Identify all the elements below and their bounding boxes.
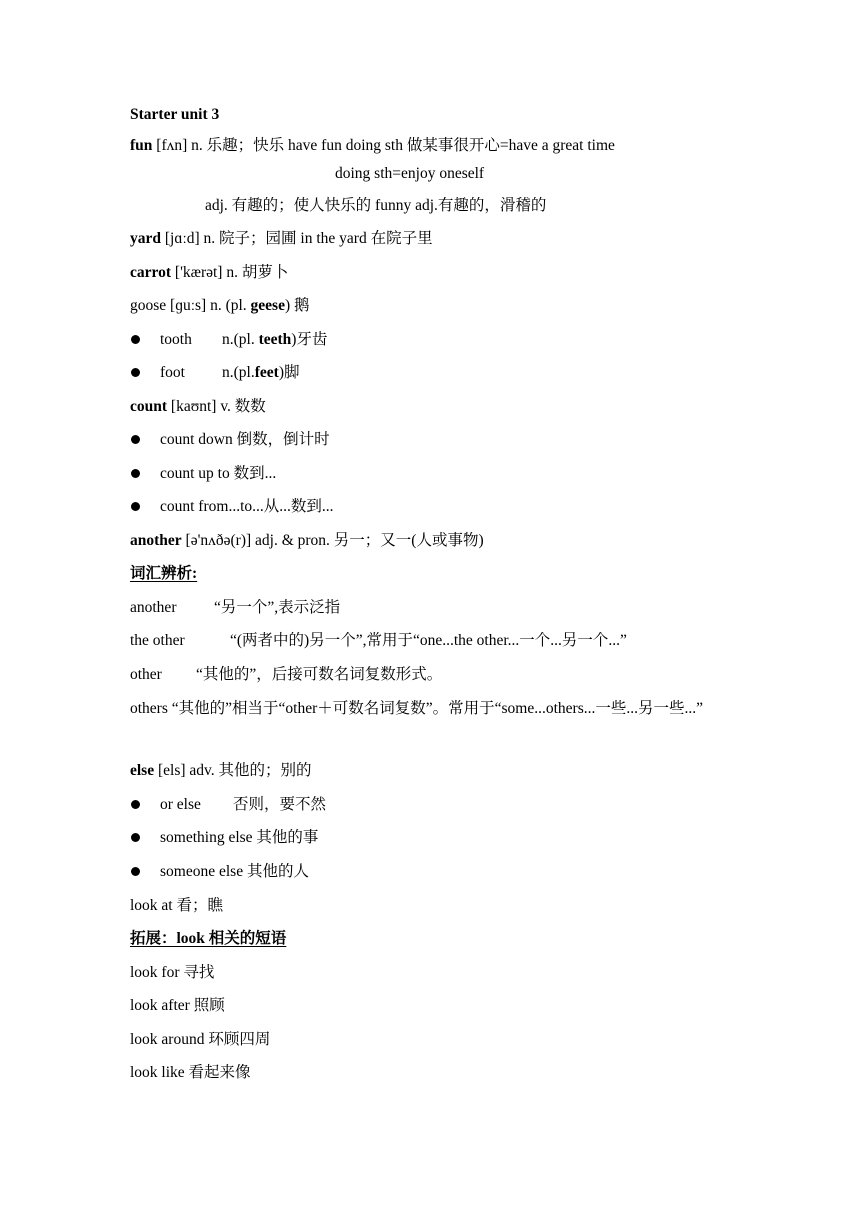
headword: another — [130, 532, 182, 549]
headword: yard — [130, 230, 161, 247]
unit-title: Starter unit 3 — [130, 106, 220, 123]
entry-another: another [ə'nʌðə(r)] adj. & pron. 另一；又一(人或事物) — [130, 532, 484, 549]
entry-fun: fun [fʌn] n. 乐趣；快乐 have fun doing sth 做某事很开心=have a great time — [130, 137, 615, 154]
entry-yard: yard [jɑːd] n. 院子；园圃 in the yard 在院子里 — [130, 230, 433, 247]
else-item: or else 否则，要不然 — [160, 796, 327, 813]
entry-fun-adj: adj. 有趣的；使人快乐的 funny adj.有趣的，滑稽的 — [205, 197, 547, 214]
count-item: count down 倒数，倒计时 — [160, 431, 330, 448]
entry-tooth: tooth n.(pl. teeth)牙齿 — [160, 331, 328, 348]
look-item: look around 环顾四周 — [130, 1031, 271, 1048]
entry-foot: foot n.(pl.feet)脚 — [160, 364, 300, 381]
headword: carrot — [130, 264, 172, 281]
bullet-icon — [130, 330, 144, 350]
entry-carrot: carrot ['kærət] n. 胡萝卜 — [130, 264, 289, 281]
entry-goose: goose [ɡuːs] n. (pl. geese) 鹅 — [130, 297, 310, 314]
look-heading: 拓展：look 相关的短语 — [130, 930, 287, 947]
vocab-row-the-other: the other “(两者中的)另一个”,常用于“one...the other...一个...另一个...” — [130, 632, 627, 649]
look-item: look for 寻找 — [130, 964, 215, 981]
else-item: someone else 其他的人 — [160, 863, 309, 880]
vocab-row-others: others “其他的”相当于“other＋可数名词复数”。常用于“some...others...一些...另一些...” — [130, 700, 703, 717]
else-item: something else 其他的事 — [160, 829, 319, 846]
look-item: look after 照顾 — [130, 997, 225, 1014]
bullet-icon — [130, 497, 144, 517]
entry-look-at: look at 看；瞧 — [130, 897, 223, 914]
bullet-icon — [130, 464, 144, 484]
entry-else: else [els] adv. 其他的；别的 — [130, 762, 312, 779]
vocab-heading: 词汇辨析: — [130, 565, 198, 582]
bullet-icon — [130, 862, 144, 882]
look-item: look like 看起来像 — [130, 1064, 251, 1081]
vocab-row-another: another “另一个”,表示泛指 — [130, 599, 341, 616]
count-item: count from...to...从...数到... — [160, 498, 334, 515]
headword: count — [130, 398, 168, 415]
count-item: count up to 数到... — [160, 465, 277, 482]
headword: else — [130, 762, 155, 779]
bullet-icon — [130, 795, 144, 815]
bullet-icon — [130, 430, 144, 450]
entry-fun-continued: doing sth=enjoy oneself — [335, 165, 485, 182]
bullet-icon — [130, 828, 144, 848]
vocab-row-other: other “其他的”，后接可数名词复数形式。 — [130, 666, 443, 683]
headword: fun — [130, 137, 153, 154]
bullet-icon — [130, 363, 144, 383]
entry-count: count [kaʊnt] v. 数数 — [130, 398, 266, 415]
